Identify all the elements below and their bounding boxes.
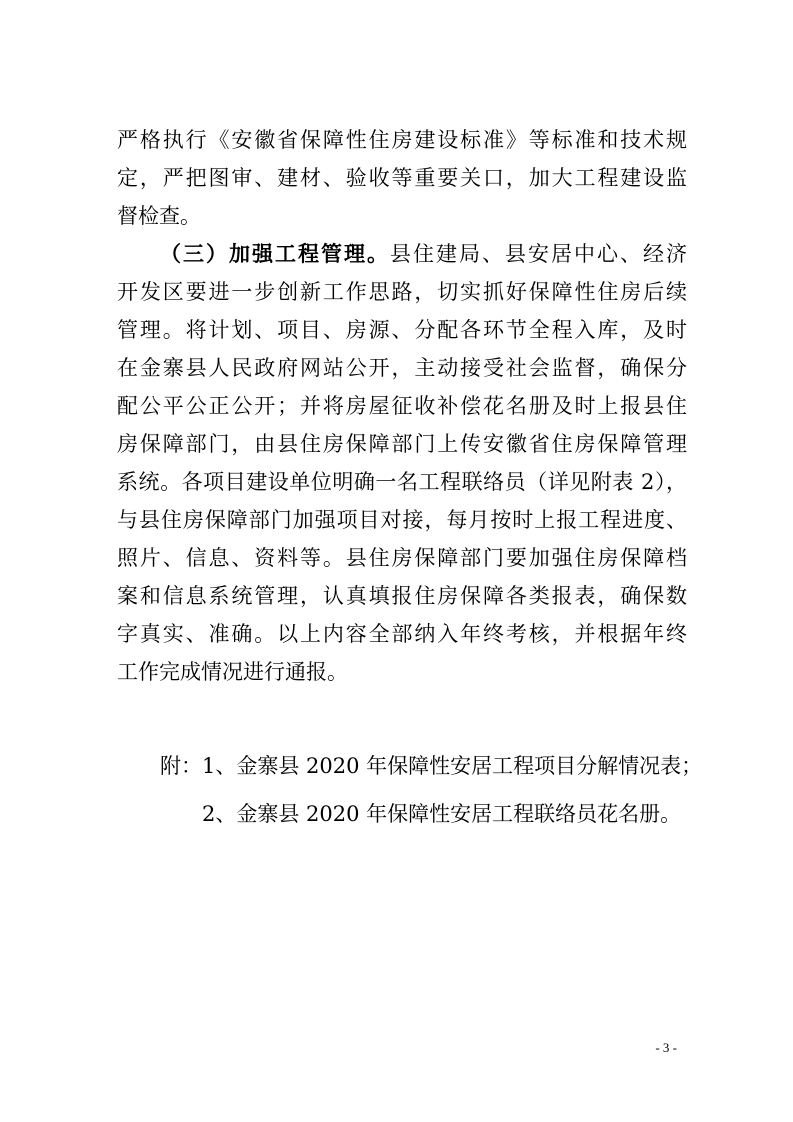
- body-line: 开发区要进一步创新工作思路，切实抓好保障性住房后续: [117, 280, 687, 304]
- attachment-item-2: 2、金寨县 2020 年保障性安居工程联络员花名册。: [202, 802, 682, 826]
- attachment-label: 附：: [160, 754, 202, 778]
- attachment-item-1: 1、金寨县 2020 年保障性安居工程项目分解情况表；: [202, 754, 703, 778]
- section-heading-rest: 县住建局、县安居中心、经济: [390, 242, 687, 266]
- body-line: 字真实、准确。以上内容全部纳入年终考核，并根据年终: [117, 622, 687, 646]
- body-line: 房保障部门，由县住房保障部门上传安徽省住房保障管理: [117, 432, 687, 456]
- body-line: 严格执行《安徽省保障性住房建设标准》等标准和技术规: [117, 128, 687, 152]
- body-line: 工作完成情况进行通报。: [117, 660, 348, 684]
- body-line: 案和信息系统管理，认真填报住房保障各类报表，确保数: [117, 584, 687, 608]
- body-line: 管理。将计划、项目、房源、分配各环节全程入库，及时: [117, 318, 687, 342]
- section-heading: （三）加强工程管理。: [160, 241, 390, 266]
- page-number: - 3 -: [655, 1040, 677, 1055]
- body-line: 系统。各项目建设单位明确一名工程联络员（详见附表 2），: [117, 470, 687, 494]
- body-line: 与县住房保障部门加强项目对接，每月按时上报工程进度、: [117, 508, 687, 532]
- section-heading-line: [160, 235, 687, 273]
- attachment-line-1: [160, 747, 702, 785]
- body-line: 照片、信息、资料等。县住房保障部门要加强住房保障档: [117, 546, 687, 570]
- body-line: 督检查。: [117, 204, 201, 228]
- body-line: 定，严把图审、建材、验收等重要关口，加大工程建设监: [117, 166, 687, 190]
- body-line: 在金寨县人民政府网站公开，主动接受社会监督，确保分: [117, 356, 687, 380]
- body-line: 配公平公正公开；并将房屋征收补偿花名册及时上报县住: [117, 394, 687, 418]
